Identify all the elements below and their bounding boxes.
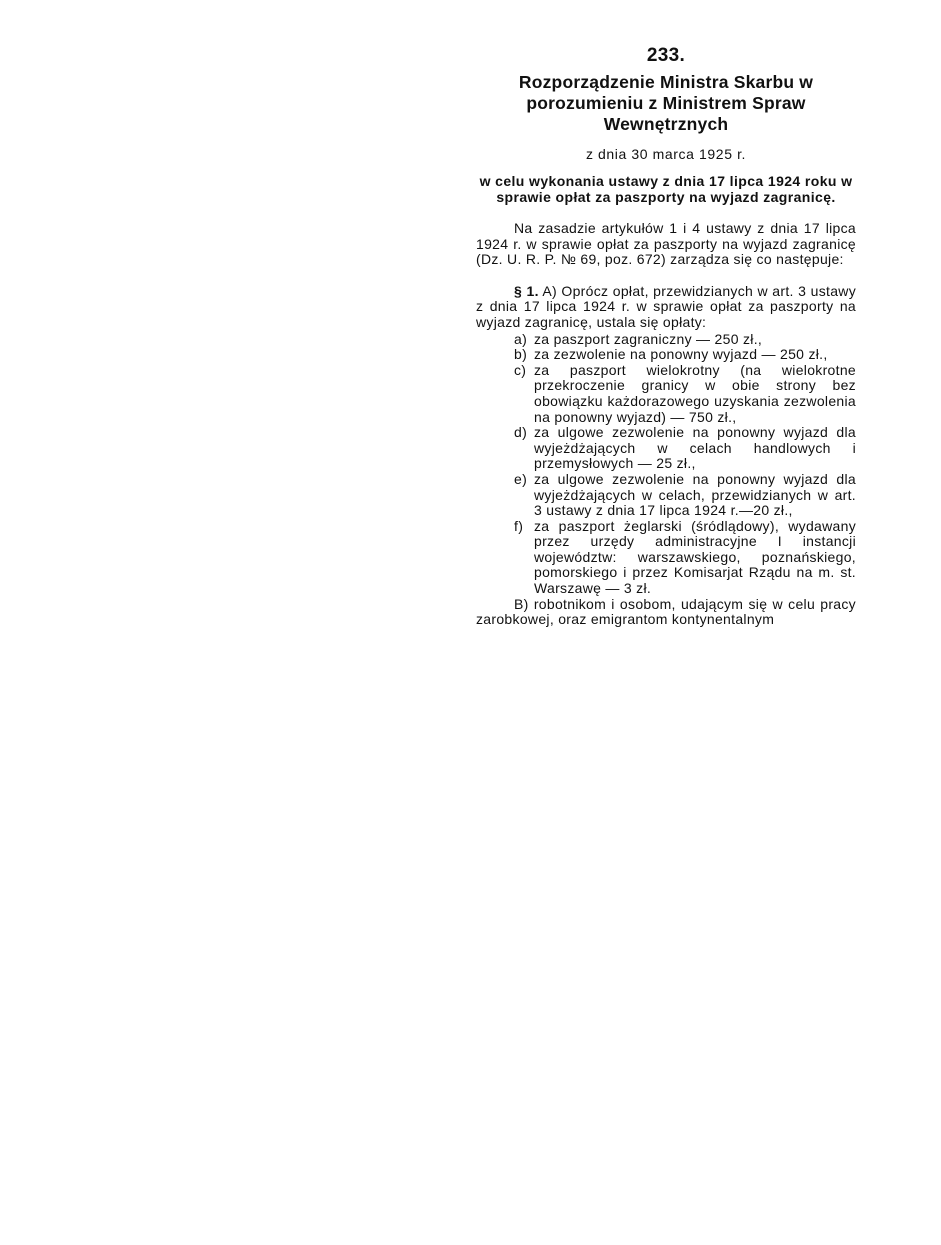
list-item <box>476 347 856 363</box>
fee-list <box>476 332 856 597</box>
list-item-text: za paszport zagraniczny — 250 zł., <box>534 330 763 347</box>
list-item-mark: b) <box>514 346 528 363</box>
document-number: 233. <box>646 45 686 66</box>
document-subject: w celu wykonania ustawy z dnia 17 lipca 1924 roku w sprawie opłat za paszporty na wyjazd zagranicę. <box>479 173 853 205</box>
list-item <box>476 472 856 519</box>
list-item-mark: d) <box>514 424 528 441</box>
document-title: Rozporządzenie Ministra Skarbu w porozumieniu z Ministrem Spraw Wewnętrznych <box>518 72 814 134</box>
list-item-text: za paszport wielokrotny (na wielokrotne przekroczenie granicy w obie strony bez obowiązku każdorazowego uzyskania zezwolenia na ponowny wyjazd) — 750 zł., <box>534 361 856 425</box>
list-item-text: za zezwolenie na ponowny wyjazd — 250 zł., <box>534 346 828 363</box>
list-item <box>476 363 856 425</box>
section-1-paragraph <box>476 284 856 331</box>
list-item-mark: e) <box>514 470 528 487</box>
list-item <box>476 425 856 472</box>
document-date: z dnia 30 marca 1925 r. <box>585 146 747 162</box>
intro-paragraph: Na zasadzie artykułów 1 i 4 ustawy z dnia 17 lipca 1924 r. w sprawie opłat za paszporty na wyjazd zagranicę (Dz. U. R. P. № 69, poz. 672) zarządza się co następuje: <box>476 220 856 268</box>
list-item-text: za ulgowe zezwolenie na ponowny wyjazd dla wyjeżdżających w celach handlowych i przemysłowych — 25 zł., <box>534 424 856 472</box>
section-1-text: A) Oprócz opłat, przewidzianych w art. 3 ustawy z dnia 17 lipca 1924 r. w sprawie opłat za paszporty na wyjazd zagranicę, ustala się opłaty: <box>476 282 856 330</box>
section-mark: § 1. <box>514 282 539 299</box>
list-item <box>476 519 856 597</box>
text-column <box>476 44 856 628</box>
list-item-mark: f) <box>514 517 524 534</box>
part-b-paragraph: B) robotnikom i osobom, udającym się w celu pracy zarobkowej, oraz emigrantom kontynentalnym <box>476 595 856 628</box>
list-item <box>476 332 856 348</box>
list-item-text: za ulgowe zezwolenie na ponowny wyjazd dla wyjeżdżających w celach, przewidzianych w art. 3 ustawy z dnia 17 lipca 1924 r.—20 zł., <box>534 470 856 519</box>
list-item-text: za paszport żeglarski (śródlądowy), wydawany przez urzędy administracyjne I instancji województw: warszawskiego, poznańskiego, pomorskiego i przez Komisarjat Rządu na m. st. Warszawę — 3 zł. <box>534 517 856 597</box>
list-item-mark: a) <box>514 330 528 347</box>
list-item-mark: c) <box>514 361 527 378</box>
